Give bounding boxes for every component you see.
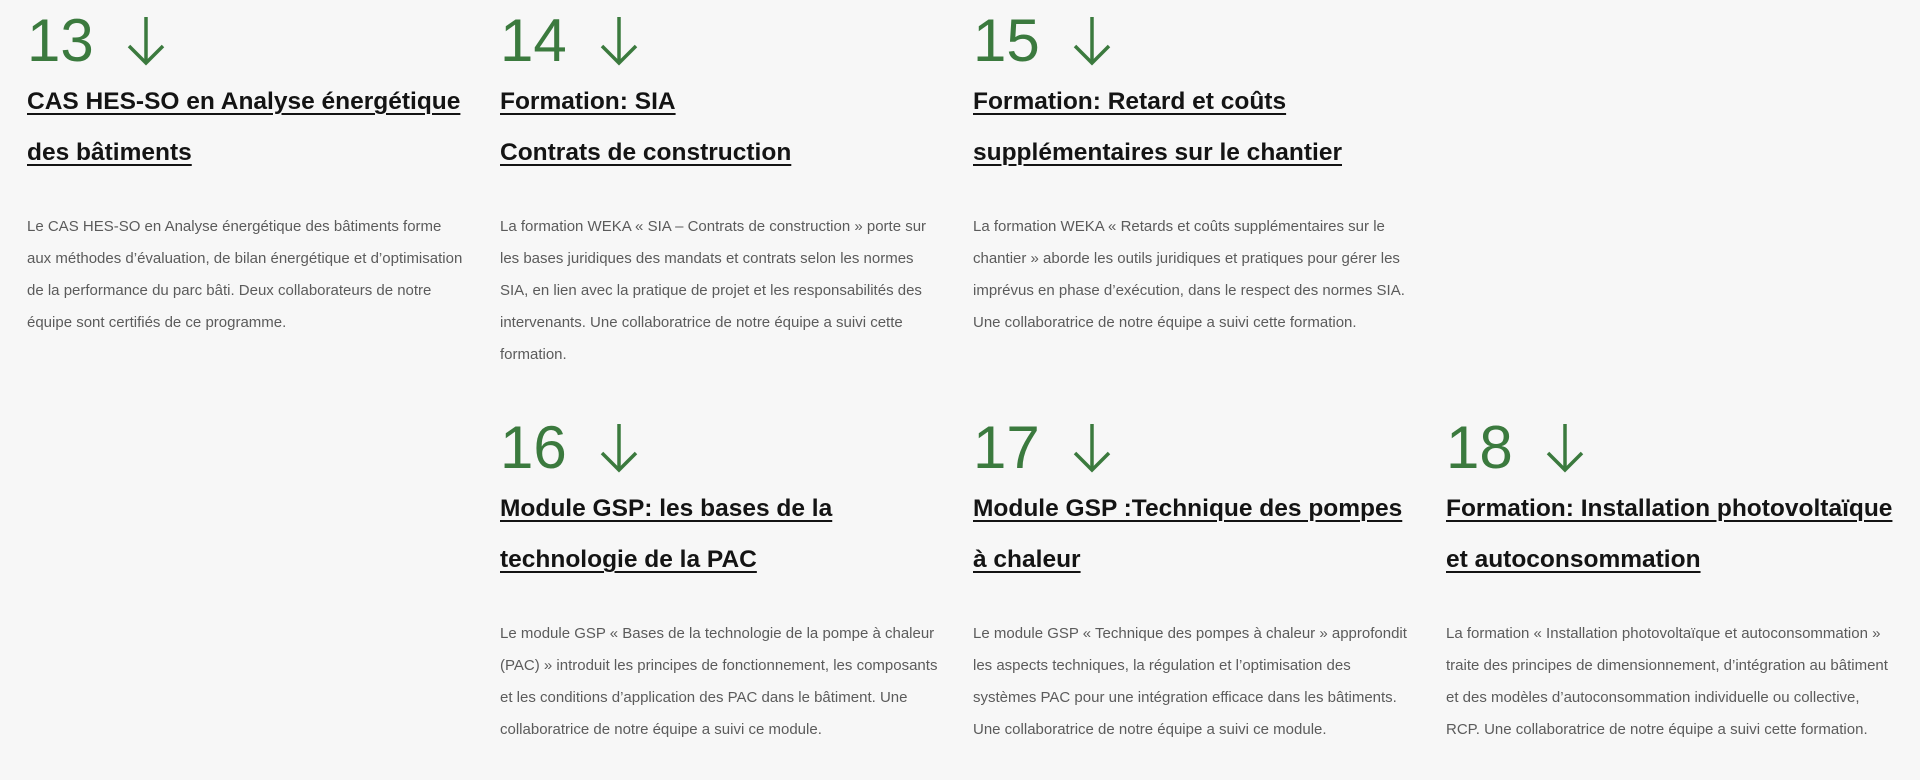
card-title-line2: et autoconsommation <box>1446 546 1701 573</box>
card-number: 18 <box>1446 414 1513 481</box>
card-title-link[interactable] <box>973 76 1413 178</box>
card-number: 13 <box>27 7 94 74</box>
card-title-line2: à chaleur <box>973 546 1081 573</box>
card-title-link[interactable] <box>27 76 467 178</box>
card-title-link[interactable] <box>1446 483 1906 585</box>
arrow-down-icon <box>124 13 168 69</box>
card-title-line1: Formation: Retard et coûts <box>973 88 1287 115</box>
card-title-line2: Contrats de construction <box>500 139 792 166</box>
arrow-down-icon <box>597 420 641 476</box>
card-14 <box>500 7 940 363</box>
card-number: 15 <box>973 7 1040 74</box>
card-header <box>500 415 940 481</box>
card-description: Le module GSP « Bases de la technologie de la pompe à chaleur (PAC) » introduit les principes de fonctionnement, les composants et les conditions d’application des PAC dans le bâtiment. Une collaboratrice de notre équipe a suivi ce module. <box>500 625 938 738</box>
card-number: 14 <box>500 7 567 74</box>
card-17 <box>973 414 1413 738</box>
card-title-line1: Module GSP: les bases de la <box>500 495 833 522</box>
card-header <box>1446 415 1906 481</box>
card-title-line2: supplémentaires sur le chantier <box>973 139 1342 166</box>
card-description: Le CAS HES-SO en Analyse énergétique des bâtiments forme aux méthodes d’évaluation, de bilan énergétique et d’optimisation de la performance du parc bâti. Deux collaborateurs de notre équipe sont certifiés de ce programme. <box>27 218 463 331</box>
card-title-line1: Formation: SIA <box>500 88 676 115</box>
card-16 <box>500 414 940 738</box>
card-13 <box>27 7 467 331</box>
card-title-line1: Module GSP :Technique des pompes <box>973 495 1403 522</box>
card-title-line1: CAS HES-SO en Analyse énergétique <box>27 88 461 115</box>
arrow-down-icon <box>1070 13 1114 69</box>
card-description: Le module GSP « Technique des pompes à chaleur » approfondit les aspects techniques, la régulation et l’optimisation des systèmes PAC pour une intégration efficace dans les bâtiments. Une collaboratrice de notre équipe a suivi ce module. <box>973 625 1407 738</box>
arrow-down-icon <box>597 13 641 69</box>
card-15 <box>973 7 1413 331</box>
card-title-link[interactable] <box>500 483 940 585</box>
card-description: La formation WEKA « SIA – Contrats de construction » porte sur les bases juridiques des mandats et contrats selon les normes SIA, en lien avec la pratique de projet et les responsabilités des intervenants. Une collaboratrice de notre équipe a suivi cette formation. <box>500 218 927 363</box>
card-header <box>500 8 940 74</box>
card-title-link[interactable] <box>500 76 940 178</box>
card-title-line2: des bâtiments <box>27 139 192 166</box>
card-18 <box>1446 414 1906 738</box>
card-header <box>973 8 1413 74</box>
card-number: 17 <box>973 414 1040 481</box>
card-title-line1: Formation: Installation photovoltaïque <box>1446 495 1893 522</box>
card-title-link[interactable] <box>973 483 1413 585</box>
card-number: 16 <box>500 414 567 481</box>
card-description: La formation « Installation photovoltaïque et autoconsommation » traite des principes de dimensionnement, d’intégration au bâtiment et des modèles d’autoconsommation individuelle ou collective, RCP. Une collaboratrice de notre équipe a suivi cette formation. <box>1446 625 1888 738</box>
card-title-line2: technologie de la PAC <box>500 546 757 573</box>
arrow-down-icon <box>1543 420 1587 476</box>
card-header <box>973 415 1413 481</box>
arrow-down-icon <box>1070 420 1114 476</box>
card-header <box>27 8 467 74</box>
card-description: La formation WEKA « Retards et coûts supplémentaires sur le chantier » aborde les outils juridiques et pratiques pour gérer les imprévus en phase d’exécution, dans le respect des normes SIA. Une collaboratrice de notre équipe a suivi cette formation. <box>973 218 1405 331</box>
